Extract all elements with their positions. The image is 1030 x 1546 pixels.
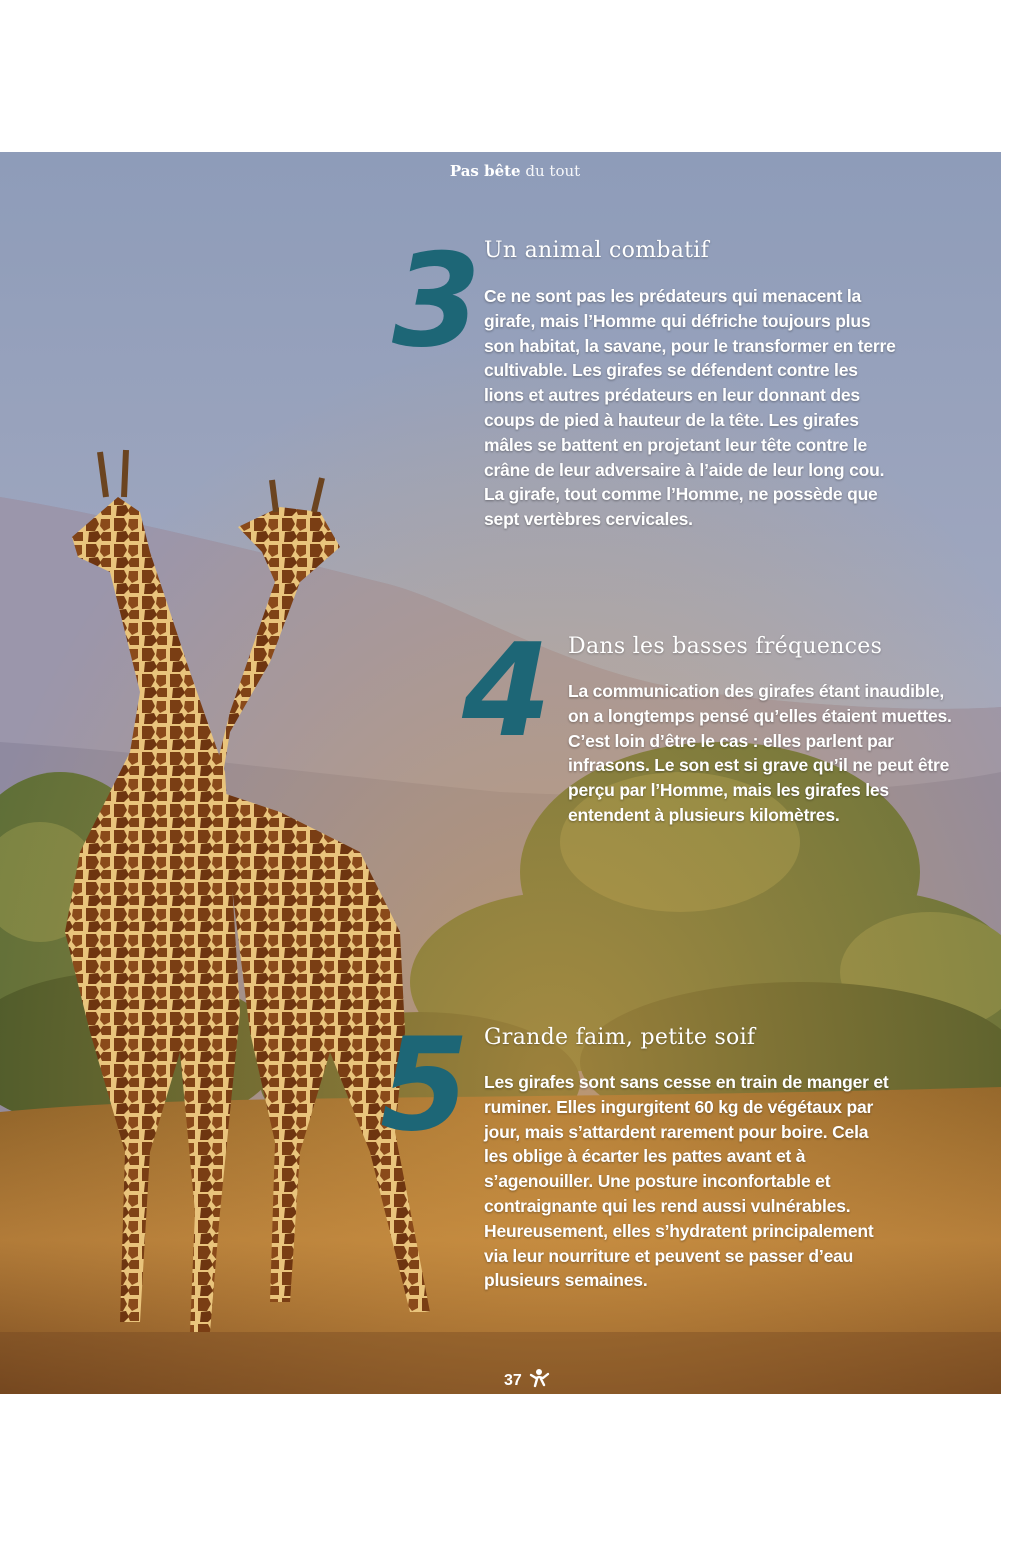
page-footer — [504, 1368, 550, 1393]
section-title-3: Un animal combatif — [484, 238, 710, 263]
section-number-4: 4 — [462, 617, 550, 766]
running-head-light: du tout — [525, 162, 581, 180]
section-body-3: Ce ne sont pas les prédateurs qui menacent la girafe, mais l’Homme qui défriche toujours plus son habitat, la savane, pour le transformer en terre cultivable. Les girafes se défendent contre les lions et autres prédateurs en leur donnant des coups de pied à hauteur de la tête. Les girafes mâles se battent en projetant leur tête contre le crâne de leur adversaire à l’aide de leur long cou. La girafe, tout comme l’Homme, ne possède que sept vertèbres cervicales. — [484, 286, 896, 530]
section-title-5: Grande faim, petite soif — [484, 1025, 756, 1050]
section-title-4: Dans les basses fréquences — [568, 634, 883, 659]
kid-figure-icon — [528, 1368, 550, 1393]
section-body-5: Les girafes sont sans cesse en train de manger et ruminer. Elles ingurgitent 60 kg de végétaux par jour, mais s’attardent rarement pour boire. Cela les oblige à écarter les pattes avant et à s’agenouiller. Une posture inconfortable et contraignante qui les rend aussi vulnérables. Heureusement, elles s’hydratent principalement via leur nourriture et peuvent se passer d’eau plusieurs semaines. — [484, 1072, 889, 1291]
running-head — [0, 162, 1030, 180]
section-body-4: La communication des girafes étant inaudible, on a longtemps pensé qu’elles étaient muettes. C’est loin d’être le cas : elles parlent par infrasons. Le son est si grave qu’il ne peut être perçu par l’Homme, mais les girafes les entendent à plusieurs kilomètres. — [568, 681, 952, 825]
section-number-3: 3 — [392, 227, 480, 376]
page-number: 37 — [504, 1371, 522, 1389]
running-head-bold: Pas bête — [449, 162, 521, 180]
section-number-5: 5 — [380, 1011, 468, 1160]
